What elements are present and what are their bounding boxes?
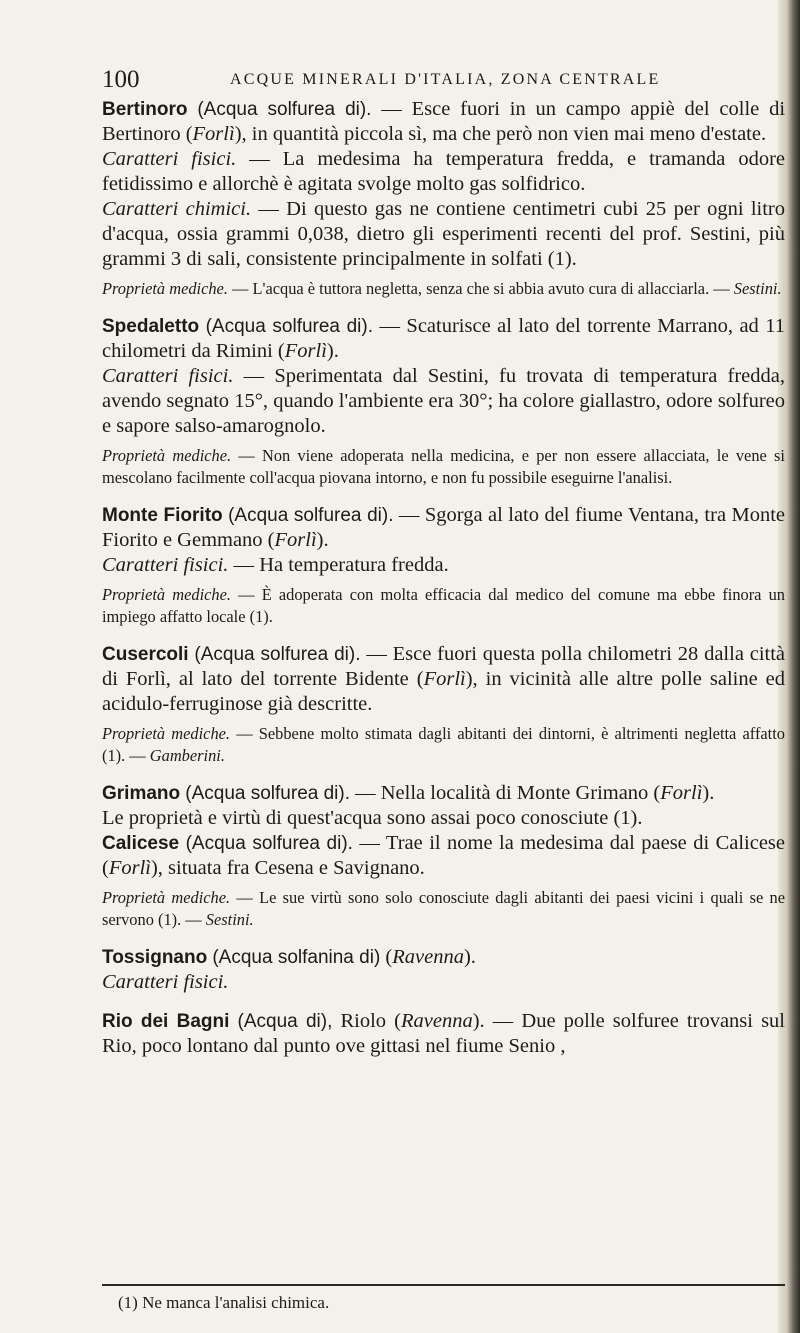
entry-type: (Acqua solfurea di). (194, 644, 361, 665)
entry-intro (102, 831, 785, 881)
text-fisici: — Ha temperatura fredda. (228, 554, 449, 576)
entry-intro (102, 97, 785, 147)
caratteri-fisici (102, 970, 785, 995)
page-header (102, 66, 792, 96)
entry-text: — Sgorga al lato del fiume Ventana, tra Monte Fiorito e Gemmano ( (102, 504, 786, 551)
author: Gamberini. (149, 746, 225, 765)
label-chimici: Caratteri chimici. (102, 198, 252, 220)
entry-text-end: ). — Due polle solfuree trovansi sul Rio, poco lontano dal punto ove gittasi nel fiume Senio , (102, 1010, 786, 1057)
entry-text: — Trae il nome la medesima dal paese di Calicese ( (102, 832, 786, 879)
entry-text: — Esce fuori in un campo appiè del colle di Bertinoro ( (102, 98, 786, 145)
author: Sestini. (205, 910, 254, 929)
page-body (102, 97, 785, 1059)
author: Sestini. (733, 279, 782, 298)
entry-place: Forlì (108, 857, 151, 879)
entry-intro (102, 781, 785, 806)
entry-name: Spedaletto (102, 316, 200, 337)
entry-place: Ravenna (392, 946, 464, 968)
label-mediche: Proprietà mediche. (102, 446, 232, 465)
entry-text-end: ), situata fra Cesena e Savignano. (150, 857, 425, 879)
entry-text-end: ). (702, 782, 715, 804)
label-fisici: Caratteri fisici. (102, 971, 229, 993)
proprieta-mediche (102, 887, 785, 931)
entry-monte-fiorito (102, 503, 785, 628)
entry-rio-dei-bagni (102, 1009, 785, 1059)
entry-place: Forlì (192, 123, 235, 145)
entry-text: — Scaturisce al lato del torrente Marrano, ad 11 chilometri da Rimini ( (102, 315, 786, 362)
text-fisici: — La medesima ha temperatura fredda, e tramanda odore fetidissimo e allorchè è agitata svolge molto gas solfidrico. (102, 148, 785, 195)
label-mediche: Proprietà mediche. (102, 888, 231, 907)
entry-name: Tossignano (102, 947, 208, 968)
entry-text-end: ). (463, 946, 476, 968)
proprieta-mediche (102, 723, 785, 767)
text-mediche: — L'acqua è tuttora negletta, senza che si abbia avuto cura di allacciarla. — (227, 279, 734, 298)
entry-intro (102, 945, 785, 970)
entry-intro (102, 642, 785, 717)
entry-text: Riolo ( (332, 1010, 401, 1032)
text-fisici: — Sperimentata dal Sestini, fu trovata di temperatura fredda, avendo segnato 15°, quando l'ambiente era 30°; ha colore giallastro, odore solfureo e sapore salso-amarognolo. (102, 365, 785, 437)
entry-text-end: ). (326, 340, 339, 362)
footnote: (1) Ne manca l'analisi chimica. (118, 1293, 330, 1312)
entry-type: (Acqua solfurea di). (197, 99, 372, 120)
page-number: 100 (102, 66, 140, 93)
entry-text: — Nella località di Monte Grimano ( (350, 782, 661, 804)
text-mediche: — Sebbene molto stimata dagli abitanti dei dintorni, è altrimenti negletta affatto (1). — (102, 724, 785, 765)
entry-text-end: ), in vicinità alle altre polle saline ed acidulo-ferruginose già descritte. (102, 668, 785, 715)
entry-place: Ravenna (401, 1010, 473, 1032)
entry-extra: Le proprietà e virtù di quest'acqua sono assai poco conosciute (1). (102, 807, 643, 829)
entry-text: ( (380, 946, 393, 968)
entry-name: Cusercoli (102, 644, 189, 665)
entry-cusercoli (102, 642, 785, 767)
entry-name: Bertinoro (102, 99, 188, 120)
entry-type: (Acqua solfurea di). (185, 833, 353, 854)
entry-text: — Esce fuori questa polla chilometri 28 dalla città di Forlì, al lato del torrente Bidente ( (102, 643, 786, 690)
entry-name: Rio dei Bagni (102, 1011, 230, 1032)
proprieta-mediche (102, 445, 785, 489)
proprieta-mediche (102, 584, 785, 628)
entry-intro (102, 314, 785, 364)
running-title: ACQUE MINERALI D'ITALIA, ZONA CENTRALE (230, 71, 661, 88)
text-mediche: — Le sue virtù sono solo conosciute dagli abitanti dei paesi vicini i quali se ne servono (1). — (102, 888, 785, 929)
entry-name: Grimano (102, 783, 181, 804)
caratteri-fisici (102, 147, 785, 197)
entry-intro (102, 1009, 785, 1059)
footnote-rule (102, 1284, 785, 1286)
entry-text-end: ), in quantità piccola sì, ma che però non vien mai meno d'estate. (234, 123, 767, 145)
entry-grimano (102, 781, 785, 831)
entry-place: Forlì (274, 529, 317, 551)
label-mediche: Proprietà mediche. (102, 585, 231, 604)
label-mediche: Proprietà mediche. (102, 279, 228, 298)
proprieta-mediche (102, 278, 785, 300)
entry-type: (Acqua solfurea di). (228, 505, 394, 526)
entry-intro (102, 503, 785, 553)
entry-type: (Acqua solfanina di) (212, 947, 381, 968)
text-mediche: — È adoperata con molta efficacia dal medico del comune ma ebbe finora un impiego affatto locale (1). (102, 585, 786, 626)
label-fisici: Caratteri fisici. (102, 148, 237, 170)
entry-spedaletto (102, 314, 785, 489)
text-chimici: — Di questo gas ne contiene centimetri cubi 25 per ogni litro d'acqua, ossia grammi 0,038, dietro gli esperimenti recenti del prof. Sestini, più grammi 3 di sali, consistente principalmente in solfati (1). (102, 198, 785, 270)
entry-place: Forlì (284, 340, 327, 362)
label-fisici: Caratteri fisici. (102, 554, 229, 576)
entry-name: Monte Fiorito (102, 505, 223, 526)
entry-text-end: ). (316, 529, 329, 551)
text-mediche: — Non viene adoperata nella medicina, e per non essere allacciata, le vene si mescolano facilmente coll'acqua piovana intorno, e non fu possibile eseguirne l'analisi. (102, 446, 785, 487)
entry-calicese (102, 831, 785, 931)
caratteri-chimici (102, 197, 785, 272)
entry-type: (Acqua di), (237, 1011, 333, 1032)
entry-tossignano (102, 945, 785, 995)
entry-type: (Acqua solfurea di). (205, 316, 374, 337)
entry-name: Calicese (102, 833, 180, 854)
caratteri-fisici (102, 364, 785, 439)
entry-bertinoro (102, 97, 785, 300)
entry-place: Forlì (660, 782, 703, 804)
label-fisici: Caratteri fisici. (102, 365, 234, 387)
entry-type: (Acqua solfurea di). (185, 783, 350, 804)
caratteri-fisici (102, 553, 785, 578)
label-mediche: Proprietà mediche. (102, 724, 231, 743)
entry-place: Forlì (423, 668, 466, 690)
